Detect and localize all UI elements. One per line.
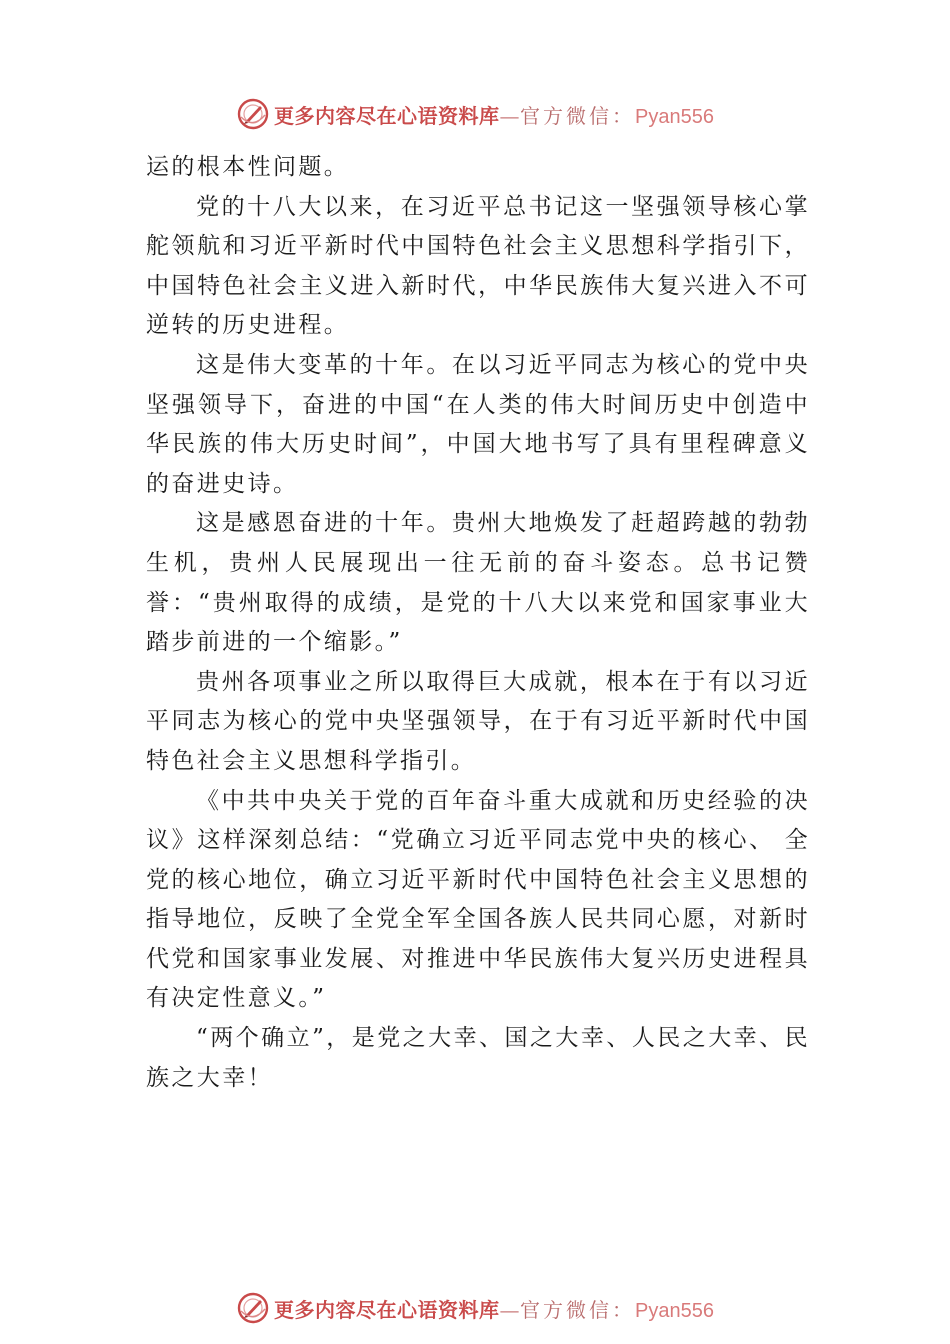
banner-text — [274, 100, 714, 129]
banner-brand: 更多内容尽在心语资料库 — [274, 103, 500, 128]
paragraph: “两个确立”，是党之大幸、国之大幸、人民之大幸、民族之大幸！ — [146, 1025, 810, 1091]
brand-logo-icon — [236, 97, 270, 131]
banner-wechat-label: 官方微信： — [520, 103, 636, 128]
paragraph: 《中共中央关于党的百年奋斗重大成就和历史经验的决议》这样深刻总结：“党确立习近平同志党中央的核心、 全党的核心地位，确立习近平新时代中国特色社会主义思想的指导地位，反映了全党全军全国各族人民共同心愿，对新时代党和国家事业发展、对推进中华民族伟大复兴历史进程具有决定性意义。” — [146, 787, 810, 1012]
banner-brand: 更多内容尽在心语资料库 — [274, 1297, 500, 1322]
banner-separator: — — [499, 103, 521, 128]
banner-wechat-id: Pyan556 — [635, 1299, 714, 1322]
paragraph: 党的十八大以来，在习近平总书记这一坚强领导核心掌舵领航和习近平新时代中国特色社会主义思想科学指引下， 中国特色社会主义进入新时代，中华民族伟大复兴进入不可逆转的历史进程。 — [146, 193, 810, 339]
paragraph: 贵州各项事业之所以取得巨大成就，根本在于有以习近平同志为核心的党中央坚强领导，在于有习近平新时代中国特色社会主义思想科学指引。 — [146, 668, 810, 774]
document-body — [146, 148, 810, 1098]
paragraph: 这是伟大变革的十年。在以习近平同志为核心的党中央坚强领导下，奋进的中国“在人类的伟大时间历史中创造中华民族的伟大历史时间”，中国大地书写了具有里程碑意义的奋进史诗。 — [146, 351, 810, 497]
brand-logo-icon — [236, 1291, 270, 1325]
footer-banner — [0, 1288, 950, 1328]
banner-text — [274, 1294, 714, 1323]
banner-separator: — — [499, 1297, 521, 1322]
paragraph: 这是感恩奋进的十年。贵州大地焕发了赶超跨越的勃勃生机，贵州人民展现出一往无前的奋斗姿态。总书记赞誉：“贵州取得的成绩，是党的十八大以来党和国家事业大踏步前进的一个缩影。” — [146, 510, 810, 656]
banner-wechat-id: Pyan556 — [635, 105, 714, 128]
paragraph-continuation: 运的根本性问题。 — [146, 154, 350, 180]
banner-wechat-label: 官方微信： — [520, 1297, 636, 1322]
header-banner — [0, 94, 950, 134]
